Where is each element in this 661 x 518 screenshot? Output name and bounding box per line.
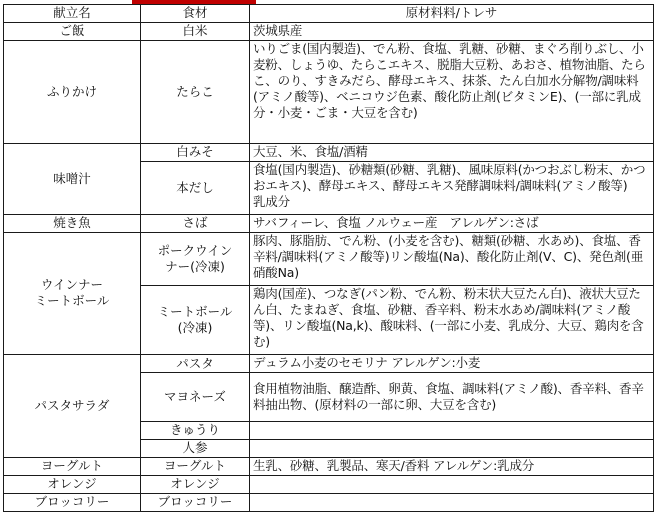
materials-cell <box>250 421 654 439</box>
dish-cell: パスタサラダ <box>4 355 141 458</box>
ingredient-cell: マヨネーズ <box>141 373 250 422</box>
materials-cell <box>250 475 654 493</box>
ingredient-cell <box>141 232 250 286</box>
materials-cell: いりごま(国内製造)、でん粉、食塩、乳糖、砂糖、まぐろ削りぶし、小麦粉、しょうゆ、たらこエキス、脱脂大豆粉、あおさ、植物油脂、たらこ、のり、すきみだら、酵母エキス、抹茶、たん白加水分解物/調味料(アミノ酸等)、ベニコウジ色素、酸化防止剤(ビタミンE)、(一部に乳成分・小麦・ごま・大豆を含む) <box>250 40 654 143</box>
dish-cell: 味噌汁 <box>4 143 141 214</box>
ingredient-cell: ブロッコリー <box>141 493 250 511</box>
ingredient-cell: オレンジ <box>141 475 250 493</box>
header-ingredient: 食材 <box>141 5 250 23</box>
dish-cell: ふりかけ <box>4 40 141 143</box>
materials-cell <box>250 439 654 457</box>
materials-cell: デュラム小麦のセモリナ アレルゲン:小麦 <box>250 355 654 373</box>
header-dish: 献立名 <box>4 5 141 23</box>
ingredient-label: ミートボール (冷凍) <box>157 304 233 336</box>
dish-cell: 焼き魚 <box>4 214 141 232</box>
materials-cell: サバフィーレ、食塩 ノルウェー産 アレルゲン:さば <box>250 214 654 232</box>
dish-label: ウインナー ミートボール <box>34 277 110 309</box>
materials-cell: 生乳、砂糖、乳製品、寒天/香料 アレルゲン:乳成分 <box>250 457 654 475</box>
materials-cell: 食用植物油脂、醸造酢、卵黄、食塩、調味料(アミノ酸)、香辛料、香辛料抽出物、(原材料の一部に卵、大豆を含む) <box>250 373 654 422</box>
table-row <box>4 214 654 232</box>
table-row <box>4 493 654 511</box>
dish-cell: ブロッコリー <box>4 493 141 511</box>
ingredient-cell: 人参 <box>141 439 250 457</box>
header-materials: 原材料料/トレサ <box>250 5 654 23</box>
ingredient-cell: パスタ <box>141 355 250 373</box>
materials-cell: 鶏肉(国産)、つなぎ(パン粉、でん粉、粉末状大豆たん白)、液状大豆たん白、たまねぎ、食塩、砂糖、香辛料、粉末水あめ/調味料(アミノ酸等)、リン酸塩(Na,k)、酸味料、(一部に小麦、乳成分、大豆、鶏肉を含む) <box>250 286 654 355</box>
table-row <box>4 355 654 373</box>
dish-cell: ご飯 <box>4 22 141 40</box>
table-row <box>4 22 654 40</box>
table-row <box>4 457 654 475</box>
materials-cell <box>250 493 654 511</box>
ingredient-cell: 白みそ <box>141 143 250 161</box>
header-row <box>4 5 654 23</box>
menu-ingredients-table <box>3 4 654 512</box>
dish-cell: ヨーグルト <box>4 457 141 475</box>
materials-cell: 豚肉、豚脂肪、でん粉、(小麦を含む)、糖類(砂糖、水あめ)、食塩、香辛料/調味料(アミノ酸等)リン酸塩(Na)、酸化防止剤(V、C)、発色剤(亜硝酸Na) <box>250 232 654 286</box>
ingredient-cell <box>141 286 250 355</box>
ingredient-label: ポークウイン ナー(冷凍) <box>157 243 233 274</box>
table-row <box>4 475 654 493</box>
dish-cell <box>4 232 141 355</box>
materials-cell: 大豆、米、食塩/酒精 <box>250 143 654 161</box>
table-row <box>4 143 654 161</box>
materials-cell: 茨城県産 <box>250 22 654 40</box>
ingredient-cell: さば <box>141 214 250 232</box>
ingredient-cell: たらこ <box>141 40 250 143</box>
ingredient-cell: きゅうり <box>141 421 250 439</box>
table-row <box>4 40 654 143</box>
dish-cell: オレンジ <box>4 475 141 493</box>
ingredient-cell: ヨーグルト <box>141 457 250 475</box>
ingredient-cell: 本だし <box>141 161 250 214</box>
materials-cell: 食塩(国内製造)、砂糖類(砂糖、乳糖)、風味原料(かつおぶし粉末、かつおエキス)、酵母エキス、酵母エキス発酵調味料/調味料(アミノ酸等) 乳成分 <box>250 161 654 214</box>
ingredient-cell: 白米 <box>141 22 250 40</box>
table-row <box>4 232 654 286</box>
